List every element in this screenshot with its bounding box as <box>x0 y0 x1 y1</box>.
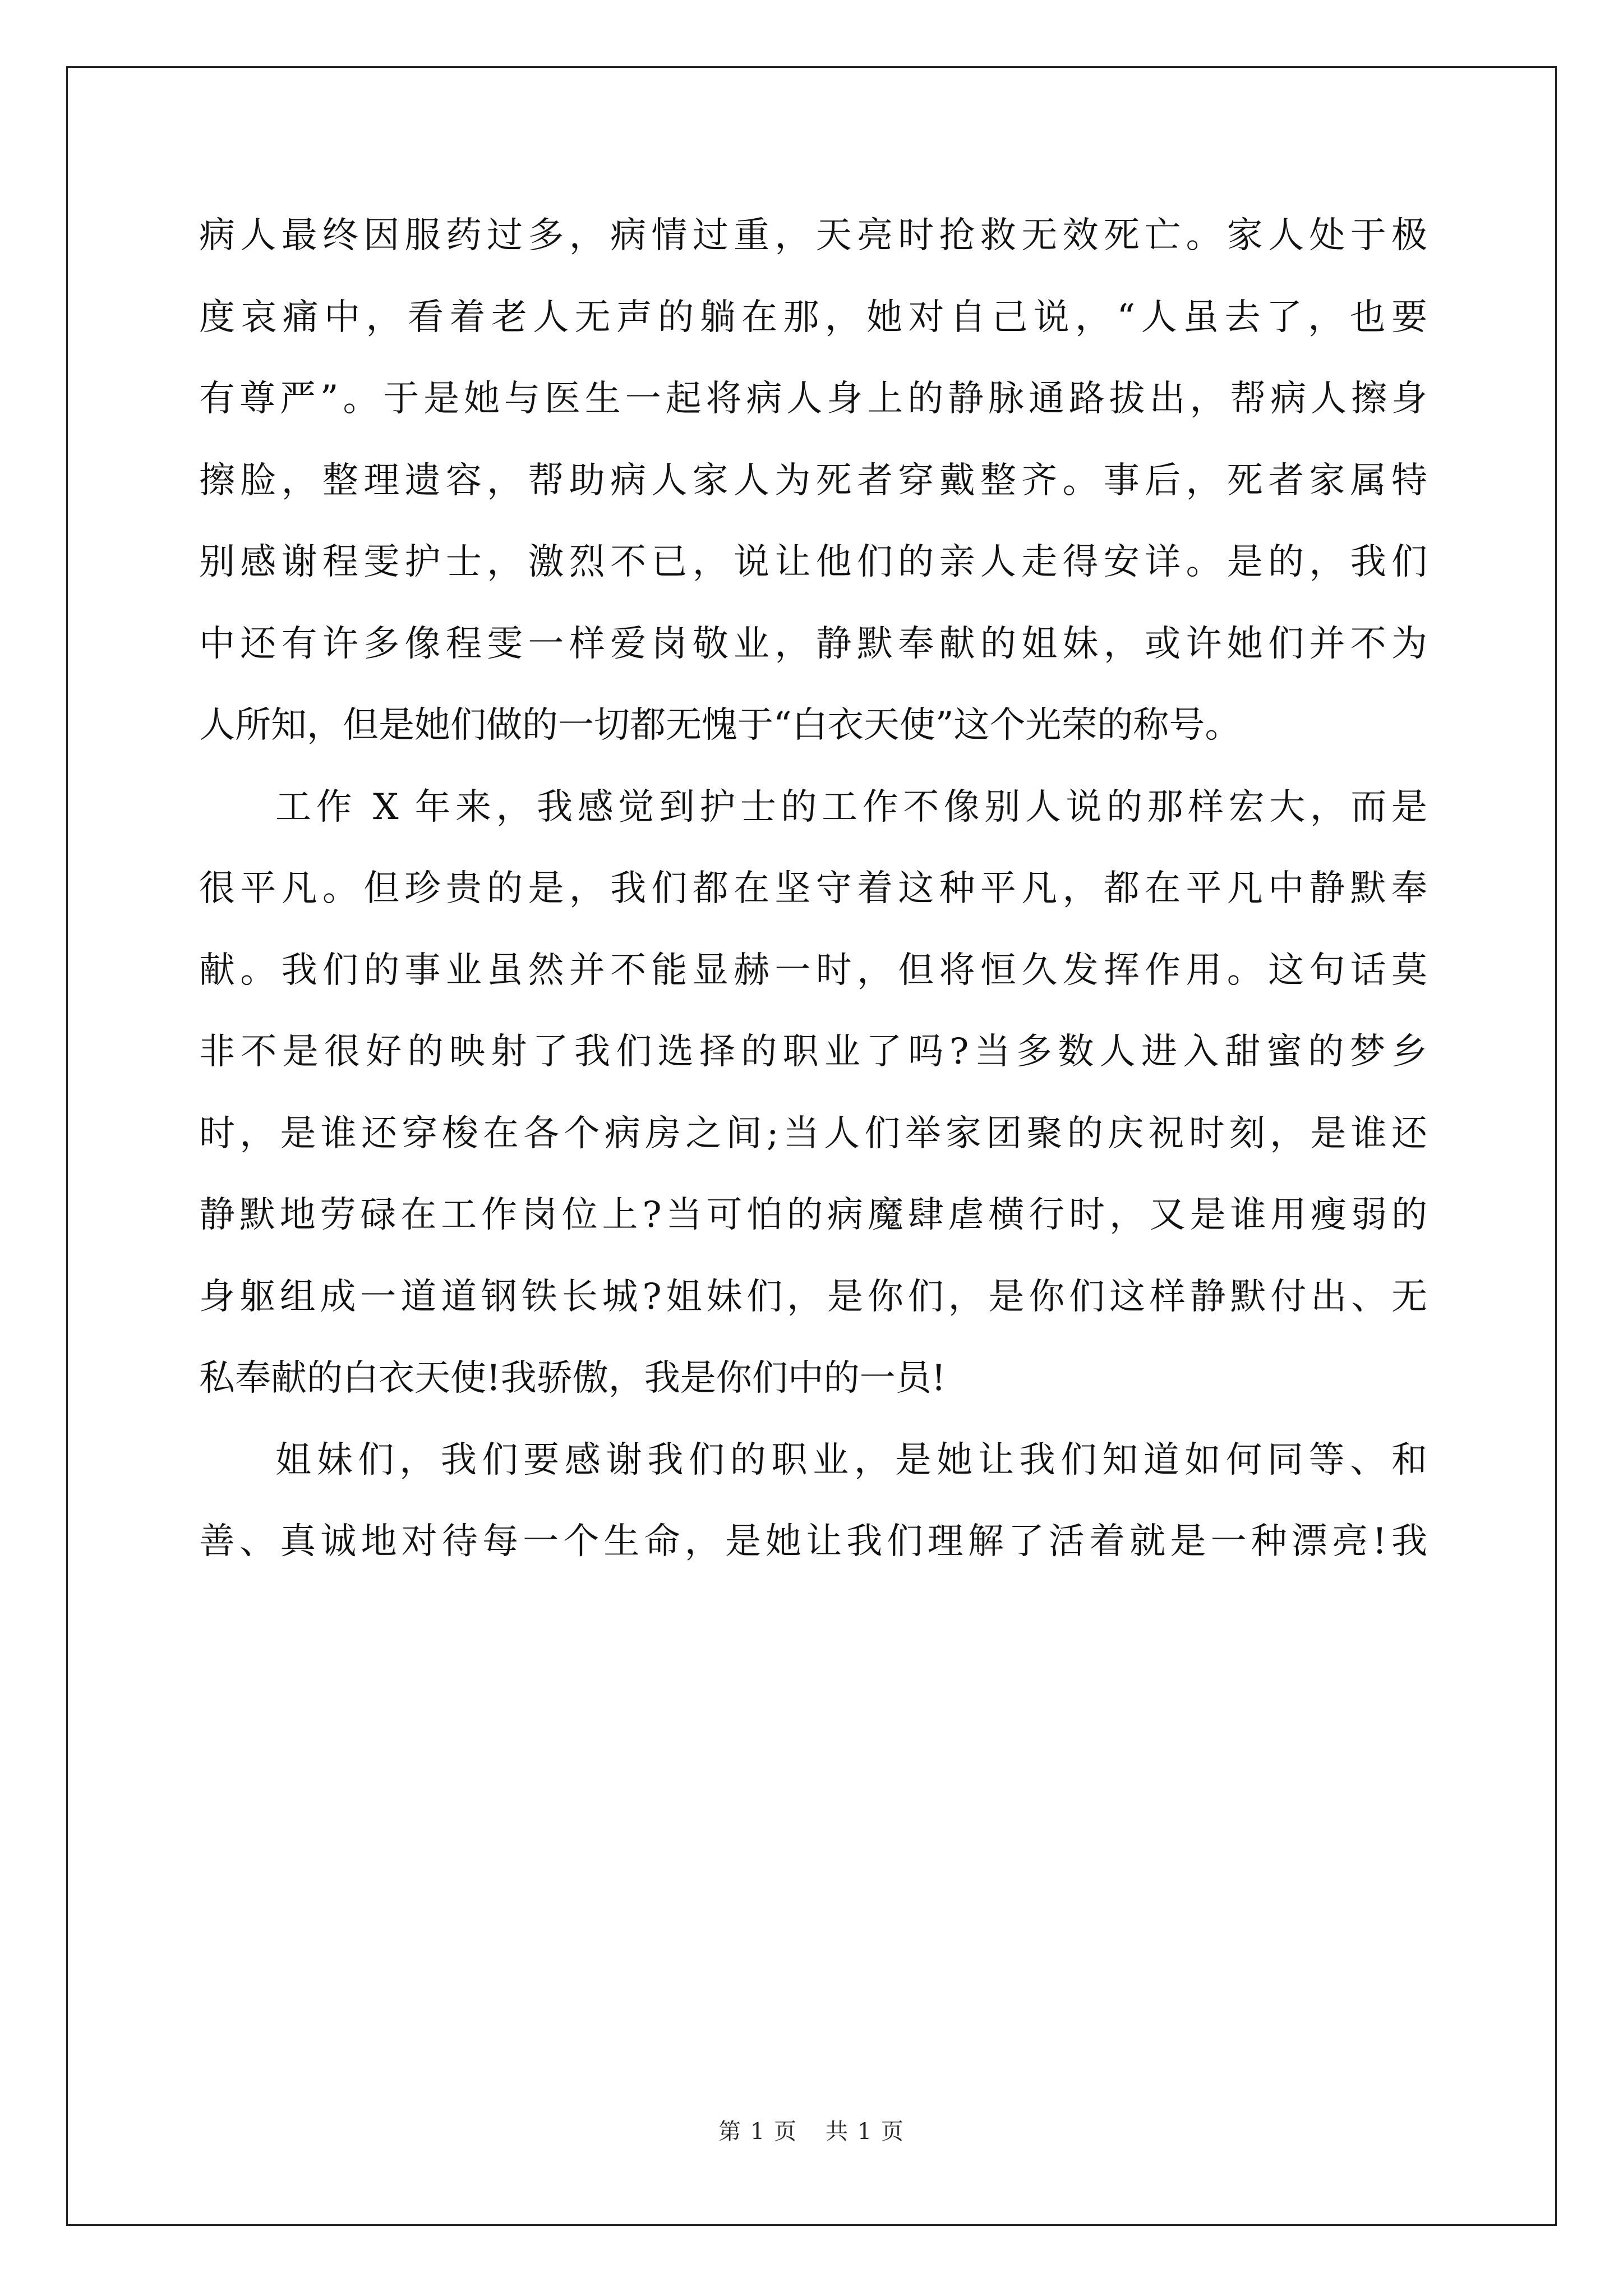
text-line: 静默地劳碌在工作岗位上?当可怕的病魔肆虐横行时，又是谁用瘦弱的 <box>199 1194 1427 1236</box>
text-line: 很平凡。但珍贵的是，我们都在坚守着这种平凡，都在平凡中静默奉 <box>199 868 1427 909</box>
text-line: 姐妹们，我们要感谢我们的职业，是她让我们知道如何同等、和 <box>275 1439 1427 1481</box>
text-line: 中还有许多像程雯一样爱岗敬业，静默奉献的姐妹，或许她们并不为 <box>199 623 1427 665</box>
text-line: 人所知，但是她们做的一切都无愧于“白衣天使”这个光荣的称号。 <box>199 705 1241 746</box>
text-line: 非不是很好的映射了我们选择的职业了吗?当多数人进入甜蜜的梦乡 <box>199 1031 1427 1073</box>
text-line: 擦脸，整理遗容，帮助病人家人为死者穿戴整齐。事后，死者家属特 <box>199 459 1427 501</box>
page-footer <box>0 2114 1623 2146</box>
page-total: 共 1 页 <box>826 2119 905 2145</box>
text-line: 善、真诚地对待每一个生命，是她让我们理解了活着就是一种漂亮!我 <box>199 1521 1427 1562</box>
text-line: 度哀痛中，看着老人无声的躺在那，她对自己说，“人虽去了，也要 <box>199 296 1427 338</box>
text-line: 私奉献的白衣天使!我骄傲，我是你们中的一员! <box>199 1358 946 1399</box>
text-line: 身躯组成一道道钢铁长城?姐妹们，是你们，是你们这样静默付出、无 <box>199 1276 1427 1318</box>
document-body <box>199 195 1427 1583</box>
text-line: 献。我们的事业虽然并不能显赫一时，但将恒久发挥作用。这句话莫 <box>199 949 1427 991</box>
text-line: 时，是谁还穿梭在各个病房之间;当人们举家团聚的庆祝时刻，是谁还 <box>199 1112 1427 1154</box>
text-line: 病人最终因服药过多，病情过重，天亮时抢救无效死亡。家人处于极 <box>199 215 1427 256</box>
text-line: 别感谢程雯护士，激烈不已，说让他们的亲人走得安详。是的，我们 <box>199 541 1427 583</box>
text-line: 工作 X 年来，我感觉到护士的工作不像别人说的那样宏大，而是 <box>275 786 1427 828</box>
text-line: 有尊严”。于是她与医生一起将病人身上的静脉通路拔出，帮病人擦身 <box>199 378 1427 420</box>
page-number: 第 1 页 <box>718 2119 797 2145</box>
